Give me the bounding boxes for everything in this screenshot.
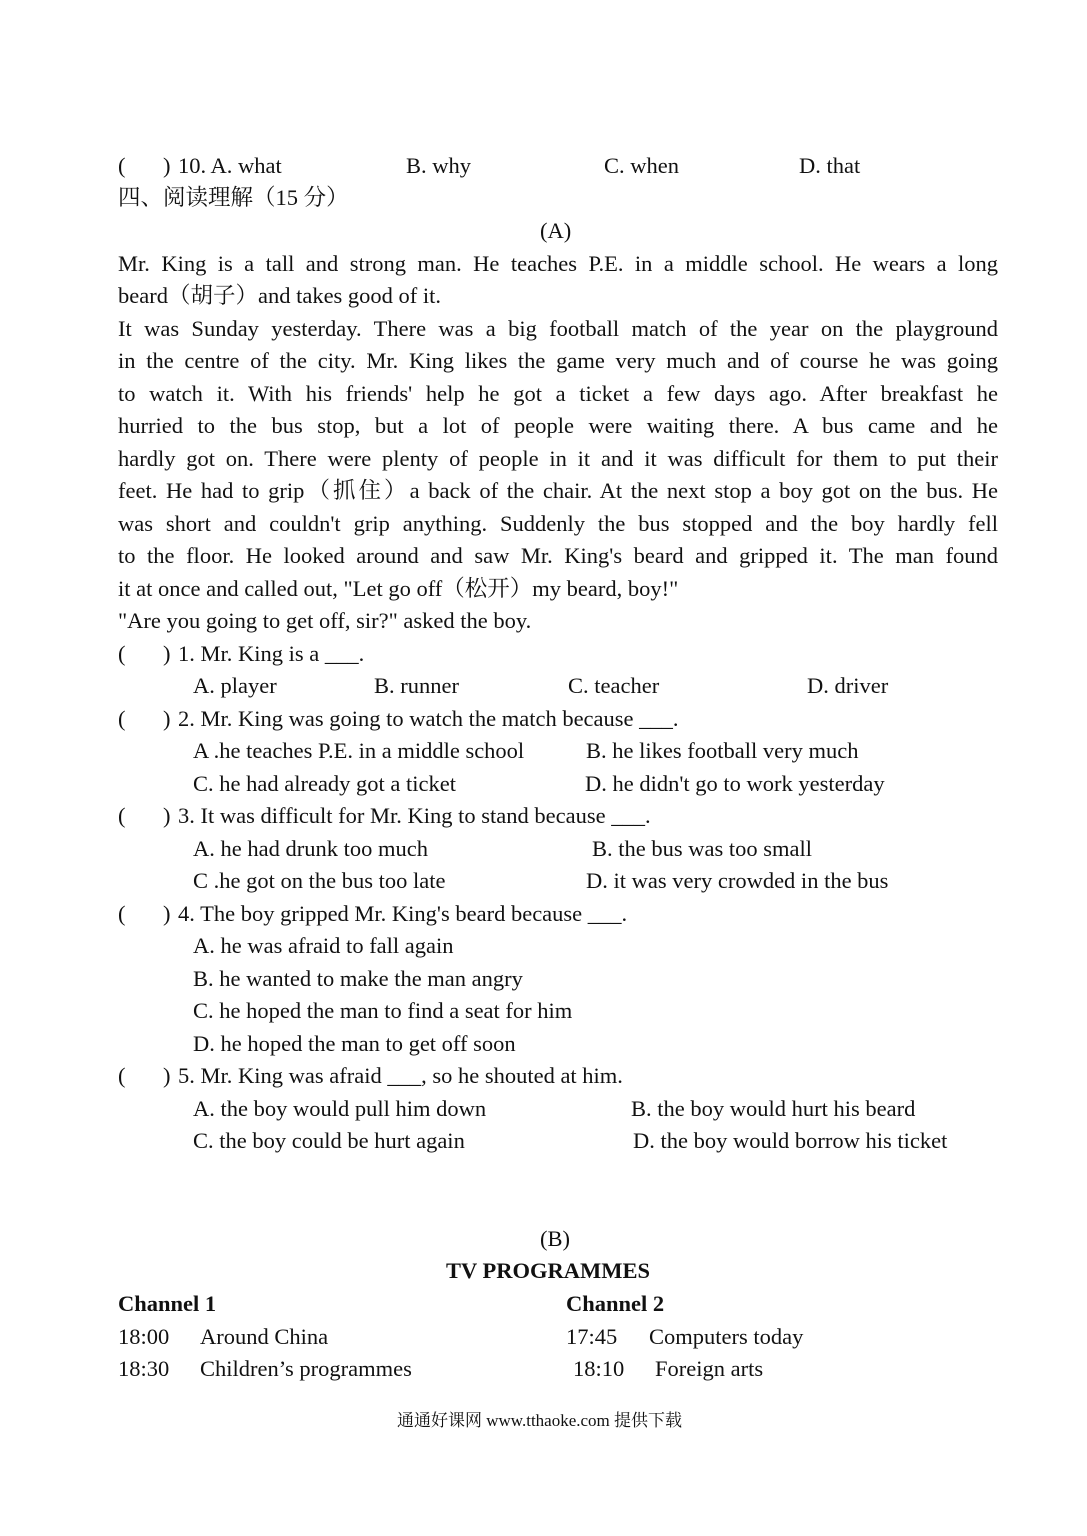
passage-line: hardly got on. There were plenty of people in it and it was difficult for them to put their xyxy=(118,446,998,471)
option-b: B. why xyxy=(406,153,472,178)
passage-line: It was Sunday yesterday. There was a big football match of the year on the playground xyxy=(118,316,998,341)
programme-title: Children’s programmes xyxy=(200,1356,412,1381)
programme-title: Around China xyxy=(200,1324,329,1349)
option-c: C .he got on the bus too late xyxy=(193,868,446,893)
answer-paren-open: ( xyxy=(118,153,126,178)
option-a: A .he teaches P.E. in a middle school xyxy=(193,738,525,763)
answer-paren-open: ( xyxy=(118,641,126,666)
option-b: B. he likes football very much xyxy=(586,738,859,763)
answer-paren-close: ) xyxy=(163,803,171,828)
programme-time: 18:00 xyxy=(118,1324,170,1349)
option-a: A. the boy would pull him down xyxy=(193,1096,487,1121)
option-b: B. the bus was too small xyxy=(592,836,812,861)
programme-title: Foreign arts xyxy=(655,1356,764,1381)
answer-paren-close: ) xyxy=(163,641,171,666)
passage-line: feet. He had to grip（抓住）a back of the chair. At the next stop a boy got on the bus. He xyxy=(118,478,998,503)
answer-paren-open: ( xyxy=(118,901,126,926)
question-stem: 10. A. what xyxy=(178,153,282,178)
passage-line: "Are you going to get off, sir?" asked the boy. xyxy=(118,608,532,633)
channel-2-heading: Channel 2 xyxy=(566,1291,665,1316)
option-a: A. player xyxy=(193,673,277,698)
option-b: B. runner xyxy=(374,673,459,698)
answer-paren-close: ) xyxy=(163,706,171,731)
option-d: D. driver xyxy=(807,673,889,698)
answer-paren-close: ) xyxy=(163,153,171,178)
option-d: D. it was very crowded in the bus xyxy=(586,868,889,893)
passage-line: was short and couldn't grip anything. Suddenly the bus stopped and the boy hardly fell xyxy=(118,511,998,536)
option-b: B. the boy would hurt his beard xyxy=(631,1096,916,1121)
answer-paren-open: ( xyxy=(118,1063,126,1088)
question-stem: 3. It was difficult for Mr. King to stand because ___. xyxy=(178,803,651,828)
passage-line: in the centre of the city. Mr. King likes the game very much and of course he was going xyxy=(118,348,998,373)
passage-a-label: (A) xyxy=(540,218,572,243)
passage-line: Mr. King is a tall and strong man. He teaches P.E. in a middle school. He wears a long xyxy=(118,251,998,276)
programme-title: Computers today xyxy=(649,1324,804,1349)
option-b: B. he wanted to make the man angry xyxy=(193,966,523,991)
option-c: C. when xyxy=(604,153,679,178)
option-a: A. he had drunk too much xyxy=(193,836,428,861)
option-c: C. he had already got a ticket xyxy=(193,771,457,796)
programme-time: 18:30 xyxy=(118,1356,170,1381)
passage-b-label: (B) xyxy=(540,1226,570,1251)
option-c: C. the boy could be hurt again xyxy=(193,1128,465,1153)
option-c: C. teacher xyxy=(568,673,660,698)
programme-time: 18:10 xyxy=(573,1356,625,1381)
answer-paren-close: ) xyxy=(163,901,171,926)
option-d: D. he didn't go to work yesterday xyxy=(585,771,885,796)
section-title: 四、阅读理解（15 分） xyxy=(118,185,349,210)
page-footer: 通通好课网 www.tthaoke.com 提供下载 xyxy=(397,1411,683,1430)
option-d: D. that xyxy=(799,153,861,178)
passage-line: beard（胡子）and takes good of it. xyxy=(118,283,442,308)
passage-line: it at once and called out, "Let go off（松开）my beard, boy!" xyxy=(118,576,679,601)
option-a: A. he was afraid to fall again xyxy=(193,933,454,958)
question-stem: 2. Mr. King was going to watch the match because ___. xyxy=(178,706,679,731)
passage-line: hurried to the bus stop, but a lot of people were waiting there. A bus came and he xyxy=(118,413,998,438)
question-stem: 1. Mr. King is a ___. xyxy=(178,641,365,666)
answer-paren-close: ) xyxy=(163,1063,171,1088)
passage-line: to the floor. He looked around and saw Mr. King's beard and gripped it. The man found xyxy=(118,543,998,568)
option-d: D. he hoped the man to get off soon xyxy=(193,1031,516,1056)
question-stem: 4. The boy gripped Mr. King's beard because ___. xyxy=(178,901,628,926)
channel-1-heading: Channel 1 xyxy=(118,1291,217,1316)
option-c: C. he hoped the man to find a seat for him xyxy=(193,998,573,1023)
question-stem: 5. Mr. King was afraid ___, so he shouted at him. xyxy=(178,1063,623,1088)
passage-line: to watch it. With his friends' help he got a ticket a few days ago. After breakfast he xyxy=(118,381,998,406)
tv-programmes-title: TV PROGRAMMES xyxy=(446,1258,650,1283)
answer-paren-open: ( xyxy=(118,803,126,828)
answer-paren-open: ( xyxy=(118,706,126,731)
programme-time: 17:45 xyxy=(566,1324,618,1349)
option-d: D. the boy would borrow his ticket xyxy=(633,1128,948,1153)
